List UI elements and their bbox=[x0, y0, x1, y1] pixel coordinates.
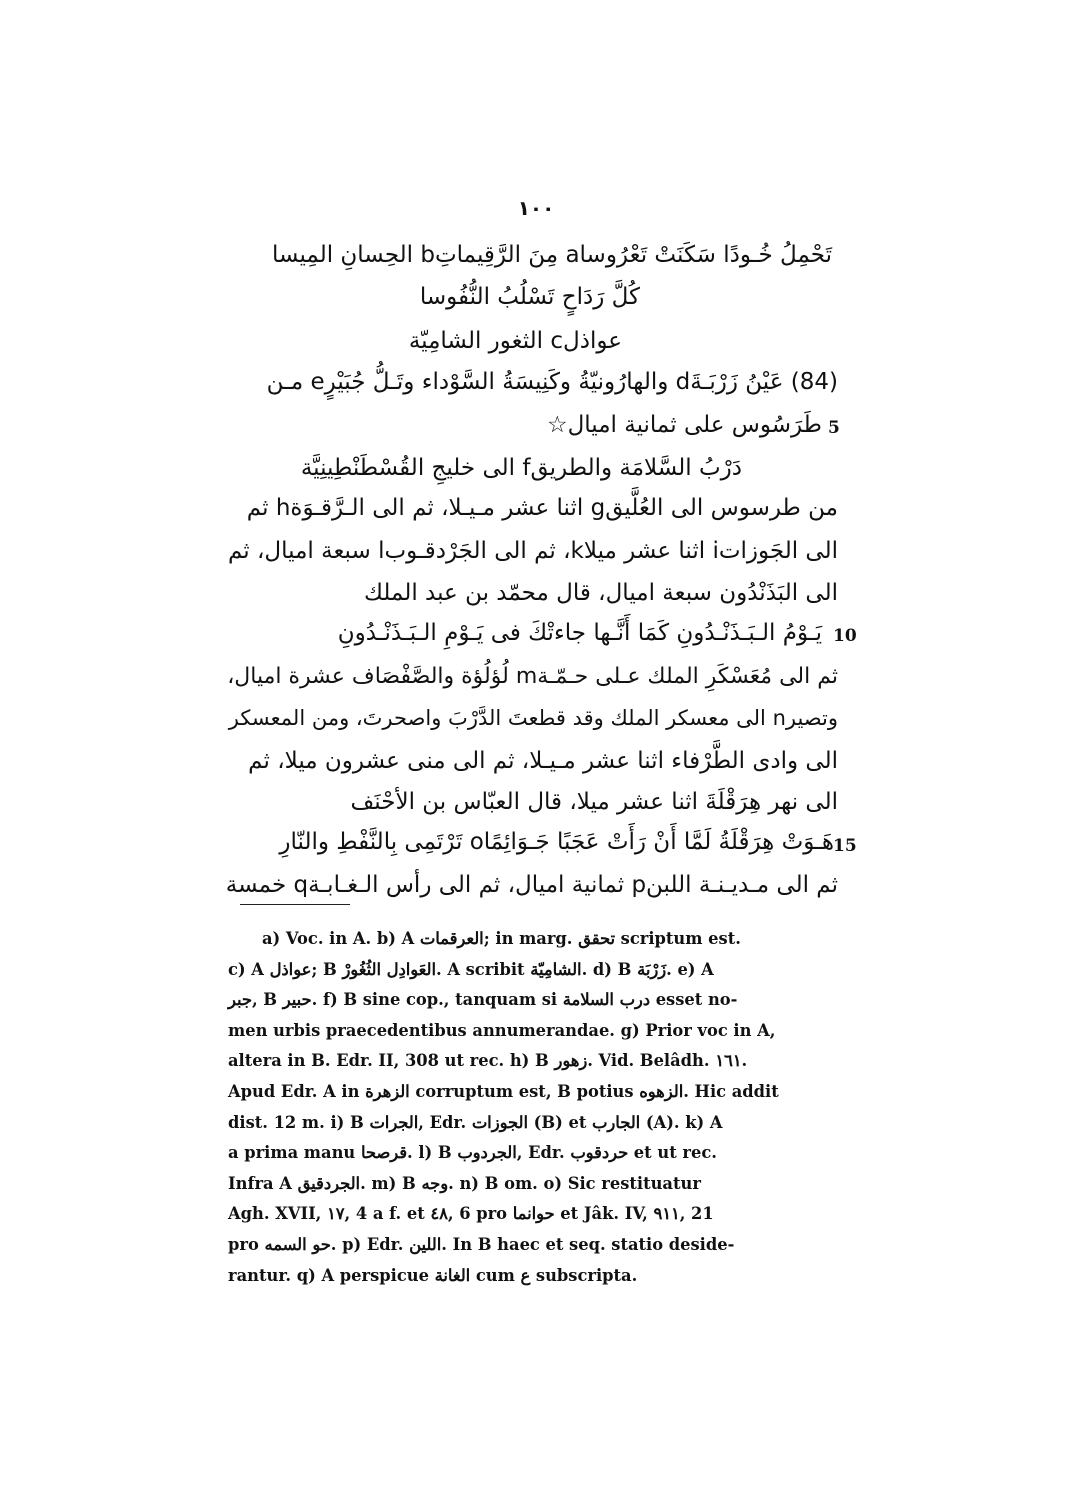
footnote-line: rantur. q) A perspicue الغانة cum ع subscripta. bbox=[228, 1265, 638, 1285]
line-number-15: 15 bbox=[833, 836, 857, 856]
line-number-10: 10 bbox=[833, 626, 857, 646]
footnote-line: a prima manu قرصحا. l) B الجردوب, Edr. حردقوب et ut rec. bbox=[228, 1143, 717, 1163]
text-line-7: من طرسوس الى العُلَّيقg اثنا عشر مـيـلا، ثم الى الـرَّقـوَةh ثم bbox=[246, 495, 838, 521]
footnote-line: Agh. XVII, ١٧, 4 a f. et ٤٨, 6 pro حوانما et Jâk. IV, ٩١١, 21 bbox=[228, 1204, 714, 1224]
footnotes-block bbox=[228, 924, 834, 1291]
footnote-line: Apud Edr. A in الزهرة corruptum est, B potius الزهوه. Hic addit bbox=[228, 1081, 779, 1101]
footnote-line: جبر, B حبير. f) B sine cop., tanquam si درب السلامة esset no- bbox=[228, 990, 738, 1010]
text-line-5: طَرَسُوس على ثمانية اميال☆ bbox=[546, 412, 822, 438]
footnote-line: a) Voc. in A. b) A العرقمات; in marg. تحقق scriptum est. bbox=[262, 929, 741, 948]
text-line-16: ثم الى مـديـنـة اللبنp ثمانية اميال، ثم الى رأس الـغـابـةq خمسة bbox=[225, 872, 838, 898]
section-heading-frontier: عواذلc الثغور الشامِيّة bbox=[408, 328, 622, 354]
footnote-line: altera in B. Edr. II, 308 ut rec. h) B زهور. Vid. Belâdh. ١٦١. bbox=[228, 1051, 748, 1071]
footnote-line: men urbis praecedentibus annumerandae. g) Prior voc in A, bbox=[228, 1020, 776, 1040]
verse-line-15: هَـوَتْ هِرَقْلَةُ لَمَّا أَنْ رَأَتْ عَجَبًا جَـوَائِمًاo تَرْتَمِى بِالنَّفْطِ والنّارِ bbox=[279, 829, 834, 855]
text-line-4: (84) عَيْنُ زَرْبَـةَd والهارُونيّةُ وكَنِيسَةُ السَّوْداء وتَـلُّ جُبَيْرٍe مـن bbox=[266, 369, 838, 395]
verse-line-2: كُلَّ رَدَاحٍ تَسْلُبُ النُّفُوسا bbox=[419, 284, 640, 310]
text-line-9: الى البَذَنْدُون سبعة اميال، قال محمّد بن عبد الملك bbox=[364, 580, 838, 606]
footnote-line: c) A عواذل; B العَوادِل الثُغُورْ. A scribit الشامِيّة. d) B زَرْبَة. e) A bbox=[228, 959, 714, 979]
text-line-8: الى الجَوزاتi اثنا عشر ميلاk، ثم الى الجَرْدقـوبl سبعة اميال، ثم bbox=[227, 538, 838, 564]
line-number-5: 5 bbox=[828, 418, 840, 438]
verse-line-1: تَحْمِلُ خُـودًا سَكَنَتْ تَعْرُوساa مِنَ الرَّقِيماتِb الحِسانِ المِيسا bbox=[271, 242, 832, 268]
verse-line-10: يَـوْمُ الـبَـذَنْـدُونِ كَمَا أَنَّـها جاءتْكَ فى يَـوْمِ الـبَـذَنْـدُونِ bbox=[337, 620, 822, 646]
footnote-line: dist. 12 m. i) B الجرات, Edr. الجوزات (B) et الجارب (A). k) A bbox=[228, 1112, 723, 1132]
page-number: ١٠٠ bbox=[517, 196, 555, 220]
footnote-line: pro حو السمه. p) Edr. اللين. In B haec et seq. statio deside- bbox=[228, 1234, 735, 1254]
text-line-14: الى نهر هِرَقْلَةَ اثنا عشر ميلا، قال العبّاس بن الأحْنَف bbox=[350, 789, 838, 815]
footnote-divider bbox=[240, 904, 350, 905]
text-line-12: وتصيرn الى معسكر الملك وقد قطعتَ الدَّرْبَ واصحرتَ، ومن المعسكر bbox=[228, 706, 838, 730]
section-heading-road: دَرْبُ السَّلامَة والطريقf الى خليجِ القُسْطَنْطِينِيَّة bbox=[300, 455, 742, 481]
text-line-11: ثم الى مُعَسْكَرِ الملك عـلى حـمّـةm لُؤلُؤة والصَّفْصَاف عشرة اميال، bbox=[227, 664, 838, 689]
text-line-13: الى وادى الطَّرْفاء اثنا عشر مـيـلا، ثم الى منى عشرون ميلا، ثم bbox=[248, 748, 838, 774]
footnote-line: Infra A الجردقيق. m) B وجه. n) B om. o) Sic restituatur bbox=[228, 1173, 701, 1193]
